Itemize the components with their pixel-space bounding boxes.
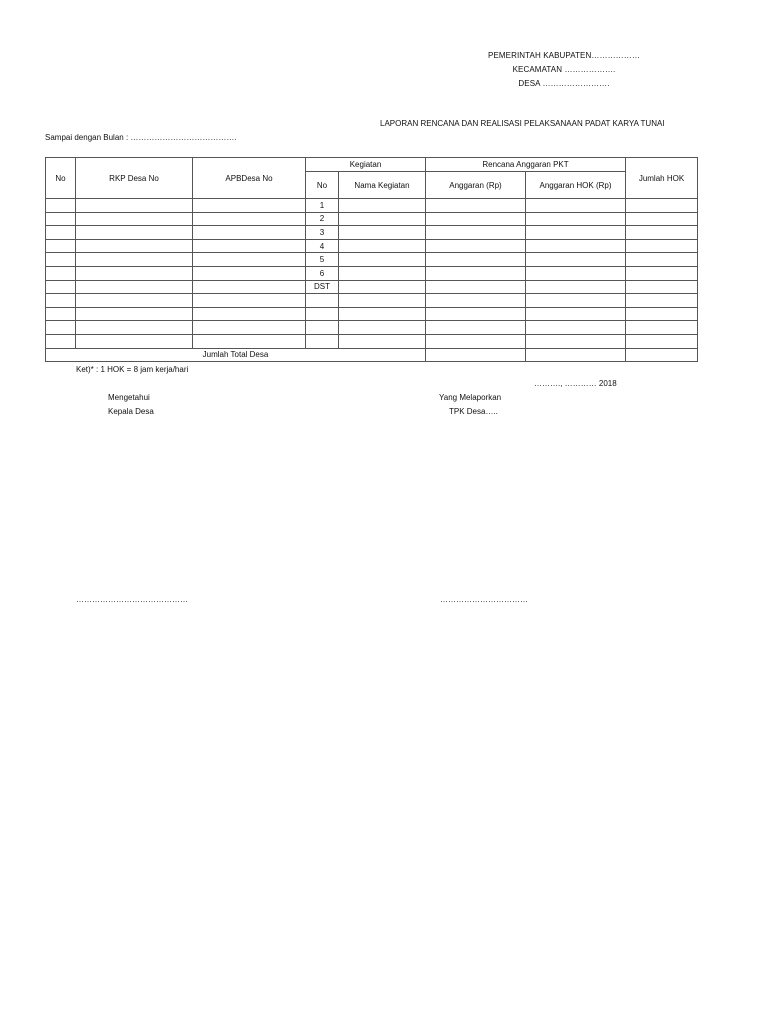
table-cell — [46, 334, 76, 348]
table-cell — [426, 321, 526, 335]
table-cell — [626, 321, 698, 335]
table-cell — [46, 307, 76, 321]
table-cell — [626, 334, 698, 348]
table-cell — [339, 253, 426, 267]
table-cell — [46, 253, 76, 267]
table-cell — [46, 199, 76, 213]
table-body — [46, 199, 698, 349]
table-cell — [339, 321, 426, 335]
table-cell — [193, 239, 306, 253]
table-cell — [193, 334, 306, 348]
row-kegiatan-no: 5 — [306, 253, 339, 267]
header-district: KECAMATAN ………………. — [512, 65, 616, 74]
table-cell — [46, 294, 76, 308]
table-cell — [626, 239, 698, 253]
table-cell — [526, 334, 626, 348]
col-jumlah-hok: Jumlah HOK — [626, 158, 698, 199]
total-anggaran-hok — [526, 348, 626, 362]
table-cell — [193, 266, 306, 280]
table-row — [46, 199, 698, 213]
table-cell — [193, 199, 306, 213]
table-row — [46, 321, 698, 335]
col-group-kegiatan: Kegiatan — [306, 158, 426, 172]
col-anggaran: Anggaran (Rp) — [426, 172, 526, 199]
col-rkp-desa-no: RKP Desa No — [76, 158, 193, 199]
table-row — [46, 266, 698, 280]
table-cell — [76, 280, 193, 294]
left-sign-name: …………………………………… — [76, 595, 188, 604]
table-cell — [626, 226, 698, 240]
row-kegiatan-no — [306, 321, 339, 335]
period-label: Sampai dengan Bulan : …………………………………. — [45, 133, 237, 142]
table-cell — [526, 294, 626, 308]
table-cell — [193, 280, 306, 294]
table-cell — [426, 212, 526, 226]
table-cell — [426, 199, 526, 213]
table-cell — [46, 212, 76, 226]
table-cell — [526, 253, 626, 267]
report-title: LAPORAN RENCANA DAN REALISASI PELAKSANAAN PADAT KARYA TUNAI — [380, 119, 665, 128]
table-cell — [426, 280, 526, 294]
table-cell — [76, 334, 193, 348]
table-cell — [526, 199, 626, 213]
table-row — [46, 307, 698, 321]
table-cell — [339, 334, 426, 348]
table-cell — [426, 226, 526, 240]
col-no: No — [46, 158, 76, 199]
table-cell — [426, 334, 526, 348]
table-row — [46, 334, 698, 348]
col-anggaran-hok: Anggaran HOK (Rp) — [526, 172, 626, 199]
table-cell — [526, 321, 626, 335]
table-cell — [76, 239, 193, 253]
row-kegiatan-no: 3 — [306, 226, 339, 240]
table-cell — [339, 212, 426, 226]
table-cell — [339, 266, 426, 280]
date-line: ………., ………… 2018 — [534, 379, 617, 388]
table-cell — [626, 294, 698, 308]
row-kegiatan-no — [306, 294, 339, 308]
table-cell — [339, 239, 426, 253]
table-cell — [76, 226, 193, 240]
table-cell — [426, 266, 526, 280]
table-cell — [339, 307, 426, 321]
table-cell — [626, 266, 698, 280]
table-cell — [193, 307, 306, 321]
total-jumlah-hok — [626, 348, 698, 362]
table-cell — [626, 307, 698, 321]
table-cell — [626, 212, 698, 226]
table-cell — [339, 199, 426, 213]
row-kegiatan-no: 1 — [306, 199, 339, 213]
table-cell — [426, 307, 526, 321]
table-row — [46, 253, 698, 267]
table-cell — [76, 321, 193, 335]
table-cell — [46, 239, 76, 253]
table-cell — [526, 226, 626, 240]
table-cell — [46, 280, 76, 294]
total-label: Jumlah Total Desa — [46, 348, 426, 362]
header-village: DESA ……………………. — [518, 79, 610, 88]
left-sign-label-1: Mengetahui — [108, 393, 150, 402]
col-kegiatan-no: No — [306, 172, 339, 199]
right-sign-label-1: Yang Melaporkan — [439, 393, 502, 402]
right-sign-name: …………………………… — [440, 595, 528, 604]
table-cell — [626, 280, 698, 294]
table-cell — [426, 239, 526, 253]
table-cell — [526, 307, 626, 321]
table-cell — [339, 226, 426, 240]
table-cell — [193, 212, 306, 226]
right-sign-label-2: TPK Desa….. — [449, 407, 498, 416]
row-kegiatan-no — [306, 334, 339, 348]
row-kegiatan-no — [306, 307, 339, 321]
table-cell — [76, 294, 193, 308]
table-cell — [626, 199, 698, 213]
report-table — [45, 157, 698, 362]
table-cell — [339, 280, 426, 294]
table-cell — [193, 226, 306, 240]
note-hok: Ket)* : 1 HOK = 8 jam kerja/hari — [76, 365, 189, 374]
left-sign-label-2: Kepala Desa — [108, 407, 154, 416]
table-cell — [339, 294, 426, 308]
table-cell — [193, 321, 306, 335]
table-cell — [426, 253, 526, 267]
table-cell — [76, 212, 193, 226]
col-apbdesa-no: APBDesa No — [193, 158, 306, 199]
table-cell — [626, 253, 698, 267]
table-row — [46, 226, 698, 240]
table-cell — [76, 253, 193, 267]
table-cell — [76, 266, 193, 280]
table-header-row — [46, 158, 698, 172]
header-regency: PEMERINTAH KABUPATEN……………… — [488, 51, 640, 60]
table-cell — [426, 294, 526, 308]
table-cell — [526, 239, 626, 253]
table-row — [46, 294, 698, 308]
col-group-rencana-anggaran: Rencana Anggaran PKT — [426, 158, 626, 172]
table-row — [46, 239, 698, 253]
table-row — [46, 212, 698, 226]
table-cell — [526, 280, 626, 294]
table-row — [46, 280, 698, 294]
row-kegiatan-no: 6 — [306, 266, 339, 280]
row-kegiatan-no: DST — [306, 280, 339, 294]
table-cell — [193, 253, 306, 267]
table-total-row — [46, 348, 698, 362]
table-cell — [46, 266, 76, 280]
col-nama-kegiatan: Nama Kegiatan — [339, 172, 426, 199]
table-cell — [46, 226, 76, 240]
total-anggaran — [426, 348, 526, 362]
row-kegiatan-no: 2 — [306, 212, 339, 226]
row-kegiatan-no: 4 — [306, 239, 339, 253]
table-cell — [76, 307, 193, 321]
table-cell — [46, 321, 76, 335]
table-cell — [526, 266, 626, 280]
table-cell — [193, 294, 306, 308]
table-cell — [76, 199, 193, 213]
table-cell — [526, 212, 626, 226]
